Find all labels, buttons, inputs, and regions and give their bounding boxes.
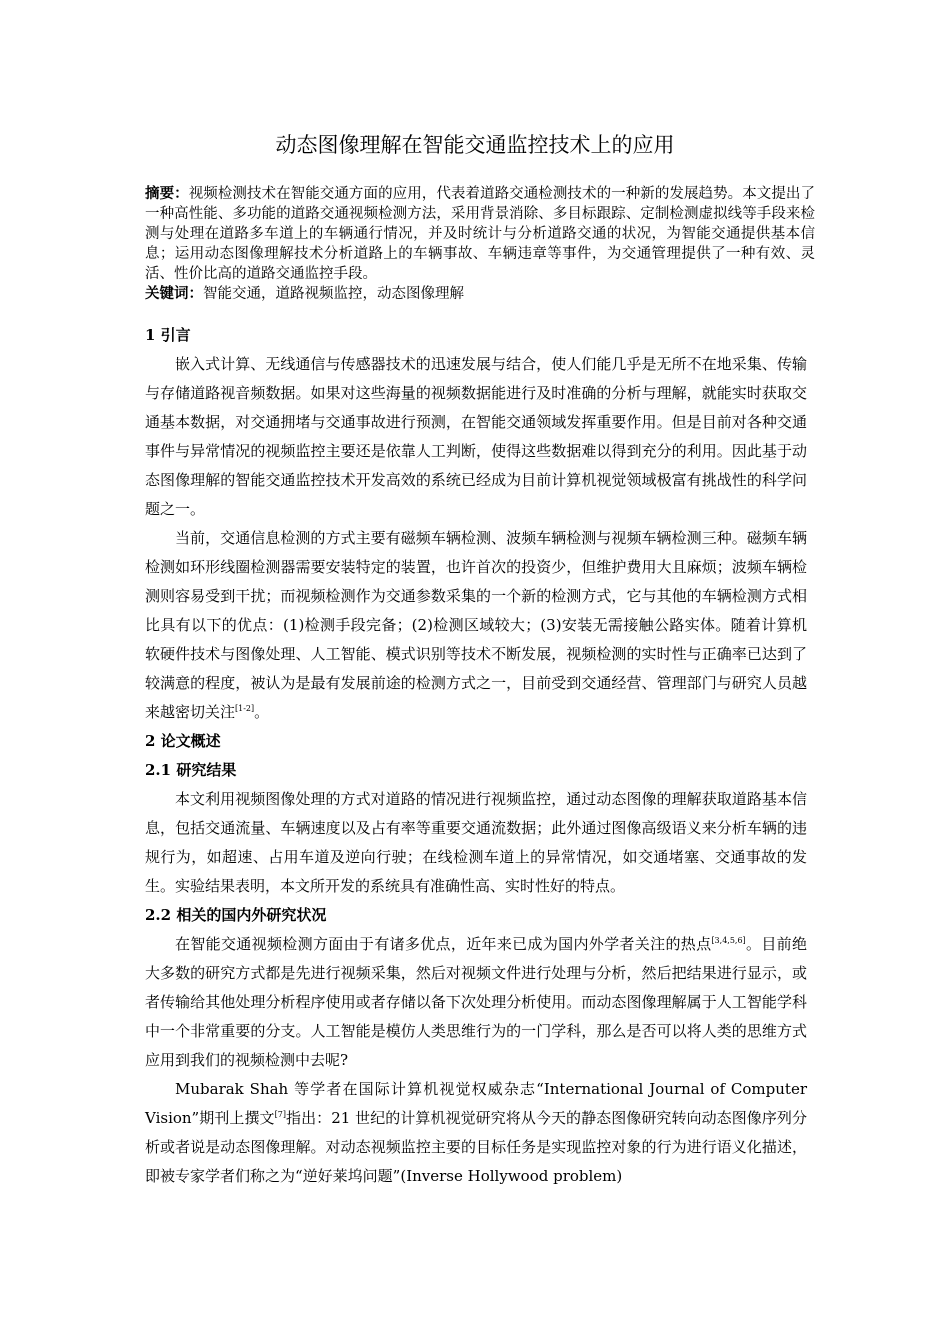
section-heading-2: 2 论文概述 — [145, 732, 221, 750]
section-heading-2-2: 2.2 相关的国内外研究状况 — [145, 906, 327, 924]
abstract-paragraph — [145, 184, 815, 284]
section-heading-2-1: 2.1 研究结果 — [145, 761, 237, 779]
abstract-block — [145, 184, 815, 304]
citation: [3,4,5,6] — [711, 936, 746, 945]
paragraph — [145, 930, 807, 1075]
paragraph-text: 当前，交通信息检测的方式主要有磁频车辆检测、波频车辆检测与视频车辆检测三种。磁频车辆检测如环形线圈检测器需要安装特定的装置，也许首次的投资少，但维护费用大且麻烦；波频车辆检测则容易受到干扰；而视频检测作为交通参数采集的一个新的检测方式，它与其他的车辆检测方式相比具有以下的优点：(1)检测手段完备；(2)检测区域较大；(3)安装无需接触公路实体。随着计算机软硬件技术与图像处理、人工智能、模式识别等技术不断发展，视频检测的实时性与正确率已达到了较满意的程度，被认为是最有发展前途的检测方式之一，目前受到交通经营、管理部门与研究人员越来越密切关注 — [145, 529, 807, 721]
paper-body — [145, 321, 807, 1191]
abstract-label: 摘要： — [145, 185, 189, 202]
paragraph — [145, 524, 807, 727]
keywords-label: 关键词： — [145, 285, 203, 302]
paragraph-text: 指出：21 世纪的计算机视觉研究将从今天的静态图像研究转向动态图像序列分析或者说是动态图像理解。对动态视频监控主要的目标任务是实现监控对象的行为进行语义化描述，即被专家学者们称之为“逆好莱坞问题”(Inverse Hollywood problem) — [145, 1109, 807, 1185]
paragraph: 本文利用视频图像处理的方式对道路的情况进行视频监控，通过动态图像的理解获取道路基本信息，包括交通流量、车辆速度以及占有率等重要交通流数据；此外通过图像高级语义来分析车辆的违规行为，如超速、占用车道及逆向行驶；在线检测车道上的异常情况，如交通堵塞、交通事故的发生。实验结果表明，本文所开发的系统具有准确性高、实时性好的特点。 — [145, 790, 807, 895]
citation: [1-2] — [235, 704, 255, 713]
paragraph-text: 。目前绝大多数的研究方式都是先进行视频采集，然后对视频文件进行处理与分析，然后把结果进行显示，或者传输给其他处理分析程序使用或者存储以备下次处理分析使用。而动态图像理解属于人工智能学科中一个非常重要的分支。人工智能是模仿人类思维行为的一门学科，那么是否可以将人类的思维方式应用到我们的视频检测中去呢? — [145, 935, 807, 1069]
abstract-text: 视频检测技术在智能交通方面的应用，代表着道路交通检测技术的一种新的发展趋势。本文提出了一种高性能、多功能的道路交通视频检测方法，采用背景消除、多目标跟踪、定制检测虚拟线等手段来检测与处理在道路多车道上的车辆通行情况，并及时统计与分析道路交通的状况，为智能交通提供基本信息；运用动态图像理解技术分析道路上的车辆事故、车辆违章等事件，为交通管理提供了一种有效、灵活、性价比高的道路交通监控手段。 — [145, 186, 815, 282]
section-heading-1: 1 引言 — [145, 326, 191, 344]
citation: [7] — [274, 1110, 286, 1119]
paragraph — [145, 1075, 807, 1191]
page-title: 动态图像理解在智能交通监控技术上的应用 — [275, 133, 675, 157]
paragraph-text: 。 — [254, 703, 270, 721]
paragraph: 嵌入式计算、无线通信与传感器技术的迅速发展与结合，使人们能几乎是无所不在地采集、传输与存储道路视音频数据。如果对这些海量的视频数据能进行及时准确的分析与理解，就能实时获取交通基本数据，对交通拥堵与交通事故进行预测，在智能交通领域发挥重要作用。但是目前对各种交通事件与异常情况的视频监控主要还是依靠人工判断，使得这些数据难以得到充分的利用。因此基于动态图像理解的智能交通监控技术开发高效的系统已经成为目前计算机视觉领域极富有挑战性的科学问题之一。 — [145, 355, 807, 518]
paragraph-text: 在智能交通视频检测方面由于有诸多优点，近年来已成为国内外学者关注的热点 — [175, 935, 712, 953]
keywords-text: 智能交通，道路视频监控，动态图像理解 — [203, 286, 464, 302]
paragraph-text: Mubarak Shah 等学者在国际计算机视觉权威杂志“International Journal of Computer Vision”期刊上撰文 — [145, 1080, 807, 1127]
keywords-paragraph — [145, 284, 815, 304]
